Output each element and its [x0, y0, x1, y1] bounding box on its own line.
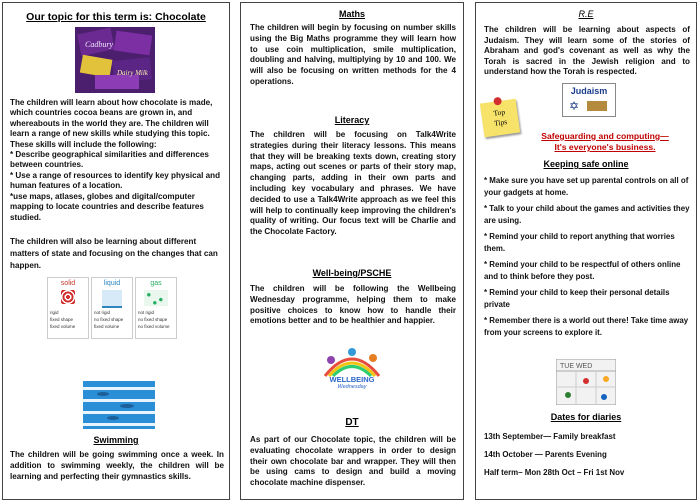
- solid-legend: rigid: [50, 310, 59, 315]
- solid-legend: fixed shape: [50, 317, 74, 322]
- date-item: Half term– Mon 28th Oct – Fri 1st Nov: [484, 468, 625, 477]
- gas-particles-icon: [144, 290, 168, 306]
- tip-item: * Talk to your child about the games and activities they are using.: [484, 204, 690, 225]
- tip-item: * Remind your child to report anything that worries them.: [484, 232, 675, 253]
- gas-legend: not rigid: [138, 310, 155, 315]
- gas-label: gas: [150, 280, 162, 287]
- safeguarding-line2: It's everyone's business.: [554, 142, 656, 152]
- keeping-safe-heading: Keeping safe online: [543, 159, 629, 169]
- states-text: The children will also be learning about different matters of state and focusing on the changes that can happen.: [10, 237, 218, 270]
- gas-legend: no fixed shape: [138, 317, 168, 322]
- date-item: 14th October — Parents Evening: [484, 450, 607, 459]
- skill-bullet: * Use a range of resources to identify key physical and human features of a location.: [10, 171, 221, 191]
- calendar-label: TUE WED: [560, 363, 593, 370]
- judaism-image: [562, 83, 616, 117]
- dates-heading: Dates for diaries: [550, 412, 622, 422]
- dt-text: As part of our Chocolate topic, the children will be evaluating chocolate wrappers in order to design their own chocolate bar and wrapper. They will then be using cams to design and build a moving chocolate machine dispenser.: [250, 435, 456, 488]
- liquid-legend: no fixed shape: [94, 317, 124, 322]
- date-item: 13th September— Family breakfast: [484, 432, 616, 441]
- dt-heading: DT: [345, 417, 359, 428]
- wellbeing-text: The children will be following the Wellbeing Wednesday programme, helping them to make positive choices to know how to handle their emotions better and to be healthier and happier.: [250, 284, 456, 326]
- liquid-particles-icon: [102, 290, 122, 308]
- middle-panel: [240, 2, 464, 500]
- chocolate-image: [75, 27, 155, 93]
- solid-label: solid: [60, 280, 76, 287]
- top-tips-line2: Tips: [493, 117, 508, 128]
- topic-title: Our topic for this term is: Chocolate: [26, 11, 206, 23]
- judaism-label: Judaism: [570, 86, 608, 96]
- re-heading: R.E: [578, 9, 594, 19]
- tip-item: * Remember there is a world out there! Take time away from your screens to explore it.: [484, 316, 689, 337]
- calendar-image: [556, 359, 616, 405]
- star-of-david-icon: ✡: [569, 99, 580, 113]
- skill-bullet: * Describe geographical similarities and differences between countries.: [10, 150, 209, 170]
- gas-legend: no fixed volume: [138, 324, 170, 329]
- tip-item: * Remind your child to be respectful of others online and to think before they post.: [484, 260, 681, 281]
- liquid-legend: fixed volume: [94, 324, 120, 329]
- literacy-text: The children will be focusing on Talk4Write strategies during their literacy lessons. This means that they will be breaking texts down, creating story maps, acting out scenes or parts of their story map, changing parts, adding in their own parts and including key vocabulary and phrases. We have decided to use a Talk4Write approach as we feel this will help to continually keep improving the children's quality of writing. Our focus text will be Charlie and the Chocolate Factory.: [250, 130, 456, 237]
- swimming-text: The children will be going swimming once a week. In addition to swimming weekly, the children will be learning and perfecting their gymnastics skills.: [10, 450, 224, 481]
- tip-item: * Remind your child to keep their personal details private: [484, 288, 670, 309]
- gas-card: [135, 277, 177, 339]
- svg-text:Cadbury: Cadbury: [85, 40, 113, 49]
- maths-text: The children will begin by focusing on number skills using the Big Maths programme they will learn how to use coin multiplication, smile multiplication, doubling and halving, multiplying by 10 and 100. We will also be focusing on written methods for the 4 operations.: [250, 23, 456, 86]
- re-text: The children will be learning about aspects of Judaism. They will learn some of the stories of Abraham and god's covenant as well as why the Torah is sacred in the Jewish religion and to understand how the Torah is respected.: [484, 25, 690, 77]
- right-panel: [475, 2, 697, 500]
- maths-heading: Maths: [338, 9, 365, 19]
- solid-card: [47, 277, 89, 339]
- svg-text:Dairy Milk: Dairy Milk: [117, 69, 148, 77]
- wellbeing-logo-subtitle: Wednesday: [337, 384, 367, 390]
- literacy-heading: Literacy: [334, 115, 370, 125]
- liquid-card: [91, 277, 133, 339]
- skill-bullet: *use maps, atlases, globes and digital/computer mapping to locate countries and describe features studied.: [10, 192, 204, 222]
- wellbeing-heading: Well-being/PSCHE: [312, 268, 392, 278]
- pin-icon: [493, 97, 502, 106]
- left-panel: [2, 2, 230, 500]
- tip-item: * Make sure you have set up parental controls on all of your gadgets at home.: [484, 176, 689, 197]
- swimming-heading: Swimming: [93, 435, 139, 445]
- safeguarding-line1: Safeguarding and computing—: [541, 131, 669, 141]
- states-of-matter-diagram: [47, 277, 179, 339]
- solid-particles-icon: [61, 290, 75, 304]
- liquid-label: liquid: [103, 280, 121, 287]
- chocolate-intro: The children will learn about how chocolate is made, which countries cocoa beans are grown in, and whereabouts in the world they are. The children will learn a range of new skills while studying this topic. These skills will include the following:: [10, 98, 213, 149]
- top-tips-line1: Top: [492, 107, 506, 118]
- swimming-image: [83, 381, 155, 429]
- torah-scroll-icon: [587, 101, 607, 111]
- wellbeing-logo: [317, 346, 387, 394]
- wellbeing-logo-title: WELLBEING: [329, 375, 375, 384]
- solid-legend: fixed volume: [50, 324, 76, 329]
- liquid-legend: not rigid: [94, 310, 111, 315]
